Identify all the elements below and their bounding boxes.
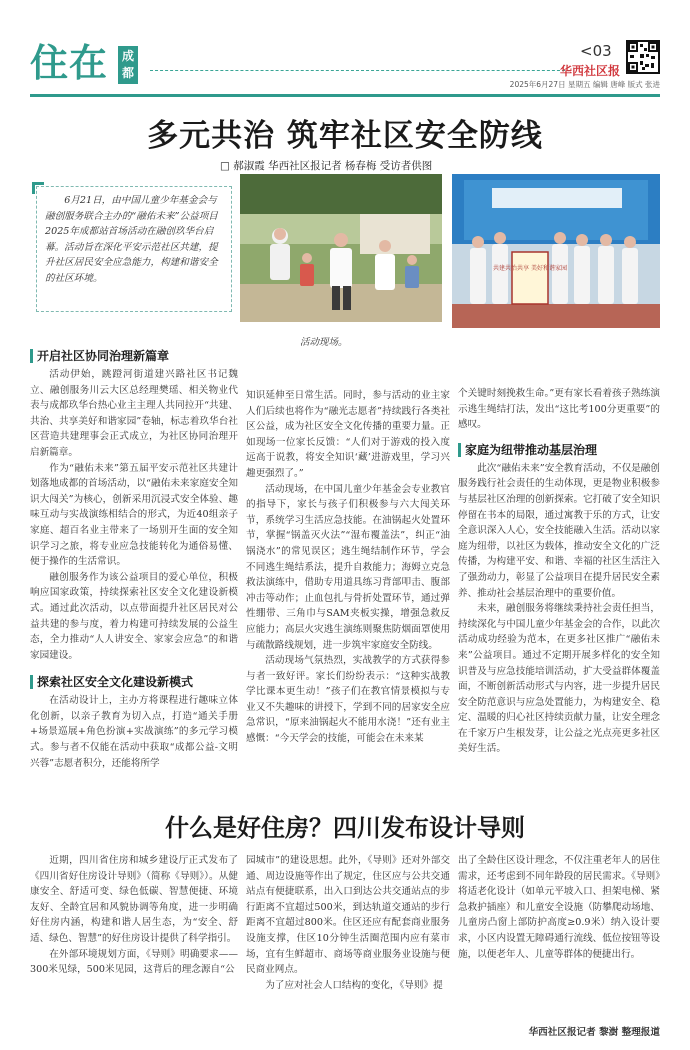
event-photo-right [452,174,660,328]
section-badge: 成都 [118,46,138,84]
paragraph: 在活动设计上，主办方将课程进行趣味立体化创新，以亲子教育为切入点，打造“通关手册+场景巡展+角色扮演+实战演练”的多元学习模式。参与者不仅能在活动中获取“成都公益-文明兴蓉”志愿者积分，还能将所学 [30,695,238,769]
paragraph: 未来，融创服务将继续秉持社会责任担当，持续深化与中国儿童少年基金会的合作，以此次活动成功经验为范本，在更多社区推广“融佑未来”公益项目。通过不定期开展多样化的安全知识普及与应急技能培训活动，扩大受益群体覆盖面，不断创新活动形式与内容，进一步提升居民安全防范意识与应急处置能力，为构建安全、稳定、温暖的归心社区持续贡献力量，让安全理念在千家万户生根发芽，让公益之光点亮更多社区美好生活。 [458,603,660,755]
article-byline: □ 郝淑霞 华西社区报记者 杨春梅 受访者供图 [220,160,433,172]
paragraph: 融创服务作为该公益项目的爱心单位，积极响应国家政策，持续探索社区安全文化建设新模式。通过此次活动，以点带面提升社区居民对公益共建的参与度，着力构建可持续发展的公益生态，全力推动“人人讲安全、家家会应急”的和谐家园建设。 [30,571,238,661]
section-heading-2: 探索社区安全文化建设新模式 [30,675,238,689]
article2-signature: 华西社区报记者 黎澍 整理报道 [528,1027,660,1038]
section-heading-1: 开启社区协同治理新篇章 [30,349,238,363]
section-title: 住在 [30,41,109,85]
section-heading-3: 家庭为纽带推动基层治理 [458,443,660,457]
section-masthead [30,38,140,88]
paragraph: 出了全龄住区设计理念，不仅注重老年人的居住需求，还考虑到不同年龄段的居民需求。《导则》将适老化设计（如单元平坡入口、担架电梯、紧急救护插座）和儿童安全设施（防攀爬动场地、儿童房凸窗上部防护高度≥0.9米）纳入设计要求，小区内设置无障碍通行流线、低位按钮等设施，以便老年人、儿童等群体的便捷出行。 [458,855,660,960]
banner-text: 共建共治共享 美好和谐家园 [493,265,567,272]
article-headline: 多元共治 筑牢社区安全防线 [147,118,543,154]
article-column-1 [30,343,238,771]
paragraph: 在外部环境规划方面，《导则》明确要求——300米见绿，500米见园，这背后的理念源自“公 [30,948,238,976]
paragraph: 活动伊始，跳蹬河街道建兴路社区书记魏立、融创服务川云大区总经理樊瑶、相关物业代表与成都玖华台热心业主主理人共同拉开“共建、共治、共享美好和谐家园”卷轴，标志着玖华台社区营造共建理事会正式成立，为社区协同治理开启新篇章。 [30,369,238,458]
paragraph: 个关键时刻挽救生命。”更有家长看着孩子熟练演示逃生绳结打法，发出“这比考100分更重要”的感叹。 [458,388,660,431]
paper-name: 华西社区报 [560,64,621,78]
article2-column-2 [246,853,450,993]
paragraph: 作为“融佑未来”第五届平安示范社区共建计划落地成都的首场活动，以“融佑未来家庭安全知识大闯关”为核心，创新采用沉浸式安全体验、趣味互动与实战演练相结合的形式，为近40组亲子家庭、超百名业主带来了一场别开生面的安全知识学习之旅，将专业应急技能转化为通俗易懂、便于操作的生活常识。 [30,462,238,568]
event-photo-left [240,174,442,322]
article-column-2 [246,388,450,747]
header-dashed-line [150,70,570,71]
paragraph: 近期，四川省住房和城乡建设厅正式发布了《四川省好住房设计导则》（简称《导则》）。从健康安全、舒适可变、绿色低碳、智慧便捷、环境友好、全龄宜居和风貌协调等角度，进一步明确好住房内涵，构建和谐人居生态，为“安全、舒适、绿色、智慧”的好住房设计提供了科学指引。 [30,855,238,944]
dateline: 2025年6月27日 星期五 编辑 唐峰 版式 张进 [509,80,660,89]
intro-box [36,186,232,312]
qr-code-icon [626,40,660,74]
paragraph: 园城市”的建设思想。此外，《导则》还对外部交通、周边设施等作出了规定，住区应与公共交通站点有便捷联系，出入口到达公共交通站点的步行距离不宜超过500米，到达轨道交通站的步行距离不宜超过800米。住区还应有配套商业服务设施支撑，住区10分钟生活圈范围内应有菜市场，宜有生鲜超市、商场等商业服务业设施与便民商业网点。 [246,855,450,976]
article-column-3 [458,386,660,757]
article2-headline: 什么是好住房？四川发布设计导则 [165,814,525,842]
header-rule [30,94,660,97]
paragraph: 活动现场，在中国儿童少年基金会专业教官的指导下，家长与孩子们积极参与六大闯关环节，系统学习生活应急技能。在油锅起火处置环节，掌握“锅盖灭火法”“湿布覆盖法”，纠正“油锅浇水”的常见误区；逃生绳结制作环节，学会不同逃生绳结系法，提升自救能力；海姆立克急救法演练中，借助专用道具练习背部叩击、腹部冲击等动作；止血包扎与骨折处置环节，通过弹性绷带、三角巾与SAM夹板实操，增强急救反应能力；高层火灾逃生演练则聚焦防烟面罩使用与疏散路线规划，进一步筑牢家庭安全防线。 [246,483,450,651]
article2-column-3 [458,853,660,962]
paragraph: 为了应对社会人口结构的变化，《导则》提 [265,979,443,991]
paragraph: 此次“融佑未来”安全教育活动，不仅是融创服务践行社会责任的生动体现，更是物业积极参与基层社区治理的创新探索。它打破了安全知识停留在书本的局限，通过寓教于乐的方式，让安全意识深入人心，安全技能融入生活。活动以家庭为纽带，以社区为载体，推动安全文化的广泛传播，为构建平安、和谐、幸福的社区生活注入了强劲动力，彰显了公益项目在提升居民安全素养、推动社会基层治理中的重要价值。 [458,462,660,599]
paragraph: 活动现场气氛热烈，实战教学的方式获得参与者一致好评。家长们纷纷表示：“这种实战教学比课本更生动！”孩子们在教官情景模拟与专业又不失趣味的讲授下，学到不同的居家安全应急常识，“原来油锅起火不能用水浇！”还有业主感慨：“今天学会的技能，可能会在未来某 [246,655,450,745]
paragraph: 知识延伸至日常生活。同时，参与活动的业主家人们后续也将作为“融光志愿者”持续践行各类社区公益，成为社区安全文化传播的重要力量。正如现场一位家长反馈：“人们对于游戏的投入度远高于说教，将安全知识‘藏’进游戏里，学习兴趣更强烈了。” [246,390,450,479]
article2-column-1 [30,853,238,978]
intro-text: 6月21日，由中国儿童少年基金会与融创服务联合主办的“融佑未来”公益项目2025年成都站首场活动在融创玖华台启幕。活动旨在深化平安示范社区共建，提升社区居民安全应急能力，构建和谐安全的社区环境。 [45,195,218,284]
photo-caption: 活动现场。 [300,337,348,348]
page-number: <03 [580,42,612,60]
